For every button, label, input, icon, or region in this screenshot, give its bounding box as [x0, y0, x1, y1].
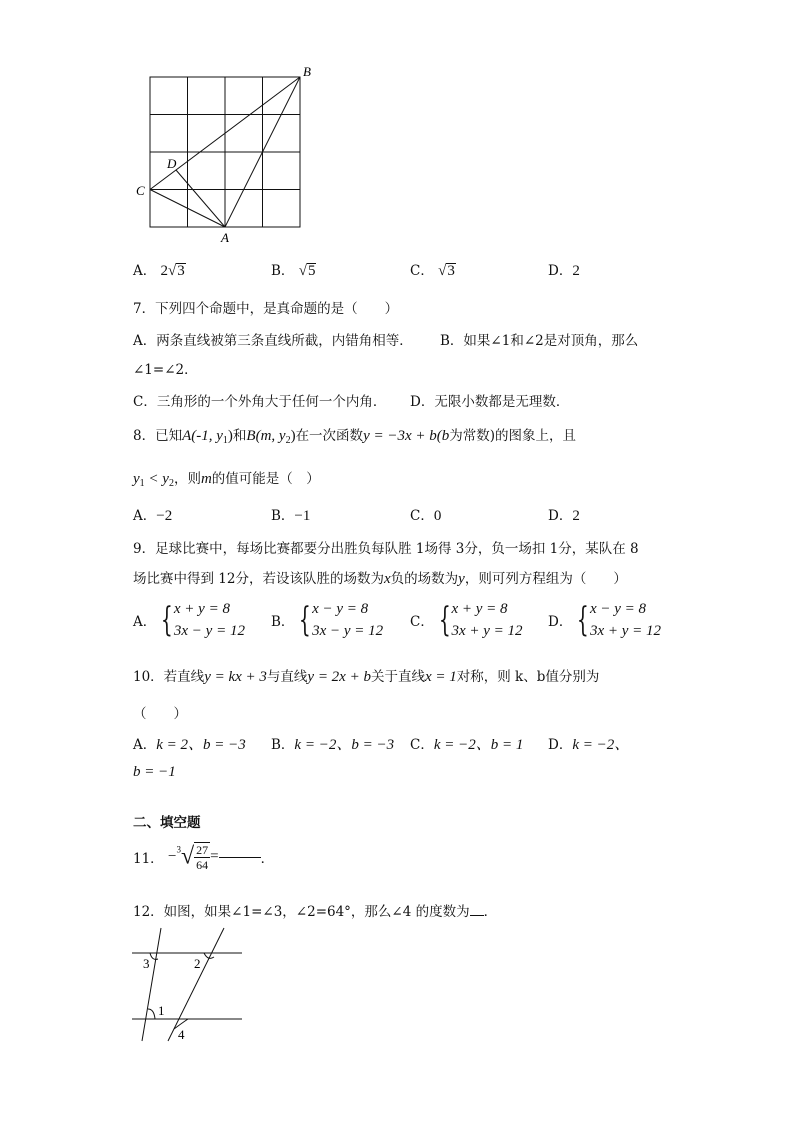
q10-option-d-cont: b = −1	[133, 764, 176, 780]
transversal-left	[142, 928, 161, 1041]
q9-option-c[interactable]: C． { x + y = 8 3x + y = 12	[410, 600, 523, 640]
point-label-D: D	[167, 156, 177, 171]
q8-option-a[interactable]: A．−2	[133, 508, 173, 524]
grid-triangle-figure	[130, 62, 330, 247]
angle-label-4: 4	[178, 1027, 185, 1042]
angle-label-3: 3	[143, 956, 150, 971]
angle-label-1: 1	[158, 1003, 165, 1018]
q6-option-c[interactable]: C． √3	[410, 263, 455, 279]
q7-option-d[interactable]: D．无限小数都是无理数．	[410, 394, 570, 410]
q6-option-b[interactable]: B． √5	[271, 263, 316, 279]
q7-option-b-cont: ∠1=∠2．	[133, 362, 198, 378]
point-label-B: B	[303, 64, 311, 79]
segment-AD	[176, 170, 225, 227]
q9-option-a[interactable]: A． { x + y = 8 3x − y = 12	[133, 600, 245, 640]
q8-option-c[interactable]: C．0	[410, 508, 442, 524]
q10-option-a[interactable]: A．k = 2、b = −3	[133, 737, 246, 753]
section-heading: 二、填空题	[133, 815, 201, 831]
angle-arc-1	[148, 1009, 155, 1019]
answer-blank[interactable]	[470, 915, 484, 916]
q9-stem-line2: 场比赛中得到 12分，若设该队胜的场数为x负的场数为y，则可列方程组为（ ）	[133, 571, 627, 587]
q10-option-d[interactable]: D．k = −2、	[548, 737, 630, 753]
q8-option-b[interactable]: B．−1	[271, 508, 311, 524]
q8-stem-line2: $y_1 < y_2$，则m的值可能是（ ）	[133, 471, 320, 489]
q6-option-d[interactable]: D．2	[548, 263, 580, 279]
radical-icon: √	[180, 843, 195, 870]
q7-option-a[interactable]: A．两条直线被第三条直线所截，内错角相等．	[133, 333, 413, 349]
q10-stem: 10．若直线y = kx + 3与直线y = 2x + b关于直线x = 1对称，则 k、b值分别为	[133, 669, 600, 685]
parallel-lines-figure	[128, 925, 248, 1045]
fraction: $\frac{27}{64}$	[196, 843, 209, 872]
q9-stem-line1: 9．足球比赛中，每场比赛都要分出胜负每队胜 1场得 3分，负一场扣 1分，某队在 8	[133, 541, 639, 557]
brace-icon: {	[438, 600, 451, 640]
q9-option-d[interactable]: D． { x − y = 8 3x + y = 12	[548, 600, 662, 640]
q7-stem: 7．下列四个命题中，是真命题的是（ ）	[133, 301, 399, 317]
q7-option-b[interactable]: B．如果∠1和∠2是对顶角，那么	[440, 333, 639, 349]
brace-icon: {	[161, 600, 174, 640]
point-label-A: A	[221, 230, 229, 245]
q12-stem: 12．如图，如果∠1=∠3，∠2=64°，那么∠4 的度数为 ．	[133, 904, 498, 920]
answer-blank[interactable]	[219, 857, 261, 858]
q6-option-a[interactable]: A． 2√3	[133, 263, 185, 279]
q9-option-b[interactable]: B． { x − y = 8 3x − y = 12	[271, 600, 384, 640]
q7-option-c[interactable]: C．三角形的一个外角大于任何一个内角．	[133, 394, 387, 410]
q10-option-b[interactable]: B．k = −2、b = −3	[271, 737, 395, 753]
angle-label-2: 2	[194, 956, 201, 971]
q8-option-d[interactable]: D．2	[548, 508, 580, 524]
point-label-C: C	[136, 183, 145, 198]
brace-icon: {	[577, 600, 590, 640]
transversal-right	[168, 928, 224, 1041]
brace-icon: {	[299, 600, 312, 640]
q11: 11． −$^3$√ $\frac{27}{64}$ = ．	[133, 843, 275, 872]
q10-option-c[interactable]: C．k = −2、b = 1	[410, 737, 524, 753]
q10-paren: （ ）	[133, 706, 187, 722]
q8-stem-line1: 8．已知A(-1, $y_1$)和B(m, $y_2$)在一次函数y = −3x + b(b为常数)的图象上，且	[133, 428, 577, 446]
